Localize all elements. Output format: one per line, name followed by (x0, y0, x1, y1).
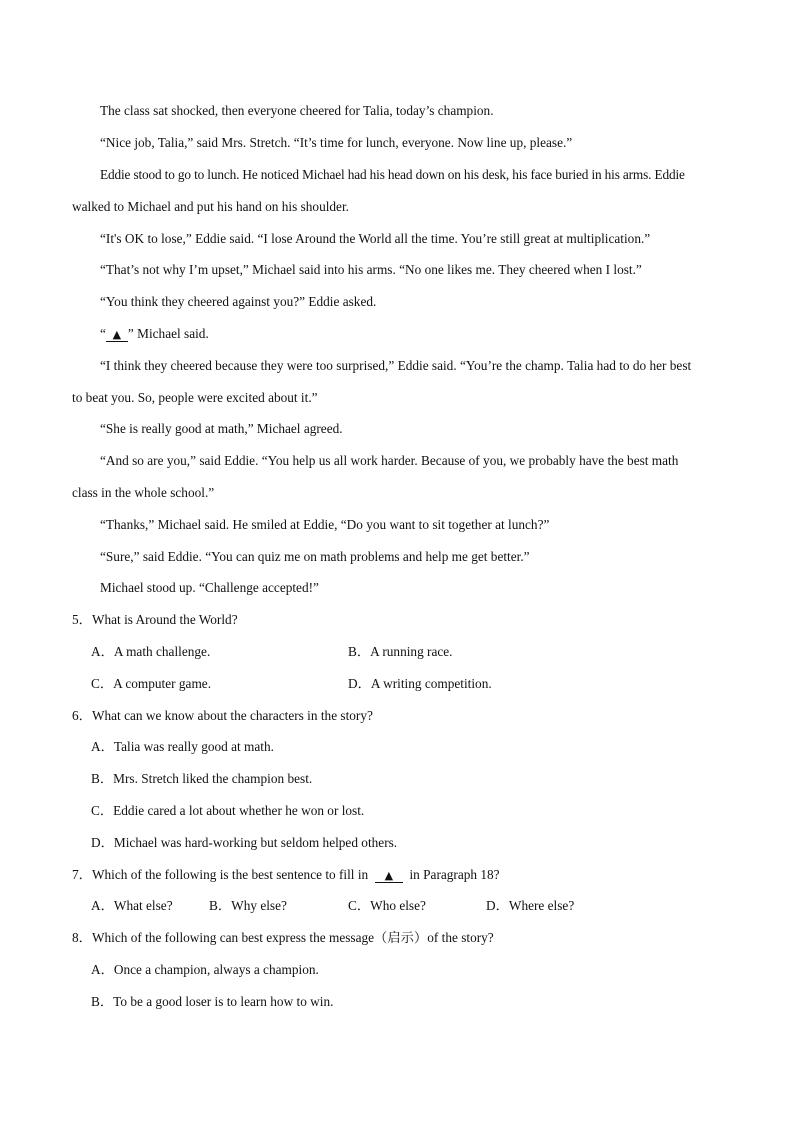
question-7-option-c: C．Who else? (348, 898, 426, 913)
question-7-option-a: A．What else? (91, 898, 173, 913)
story-paragraph: “Thanks,” Michael said. He smiled at Eddie, “Do you want to sit together at lunch?” (100, 517, 550, 532)
story-paragraph-continued: to beat you. So, people were excited about it.” (72, 390, 318, 405)
triangle-marker-icon: ▲ (384, 869, 394, 882)
question-7-option-d: D．Where else? (486, 898, 575, 913)
question-6-option-d: D．Michael was hard-working but seldom helped others. (91, 835, 398, 850)
story-paragraph: The class sat shocked, then everyone cheered for Talia, today’s champion. (100, 103, 494, 118)
question-5-stem: 5．What is Around the World? (72, 612, 238, 627)
story-paragraph: Michael stood up. “Challenge accepted!” (100, 580, 319, 595)
question-5-option-c: C．A computer game. (91, 676, 212, 691)
triangle-marker-icon: ▲ (112, 328, 122, 341)
story-paragraph-continued: class in the whole school.” (72, 485, 215, 500)
story-paragraph: Eddie stood to go to lunch. He noticed Michael had his head down on his desk, his face buried in his arms. Eddie (100, 167, 685, 182)
fill-in-blank (375, 869, 403, 883)
question-7-stem-end: in Paragraph 18? (409, 867, 500, 882)
question-6-option-a: A．Talia was really good at math. (91, 739, 274, 754)
question-7-stem-start: 7．Which of the following is the best sentence to fill in (72, 867, 369, 882)
question-6-stem: 6．What can we know about the characters in the story? (72, 708, 373, 723)
story-paragraph: “She is really good at math,” Michael agreed. (100, 421, 343, 436)
story-paragraph: “That’s not why I’m upset,” Michael said into his arms. “No one likes me. They cheered when I lost.” (100, 262, 642, 277)
question-7-option-b: B．Why else? (209, 898, 287, 913)
story-paragraph-with-blank (100, 326, 209, 342)
story-paragraph: “You think they cheered against you?” Eddie asked. (100, 294, 377, 309)
question-5-option-a: A．A math challenge. (91, 644, 211, 659)
question-5-option-b: B．A running race. (348, 644, 453, 659)
story-paragraph-continued: walked to Michael and put his hand on his shoulder. (72, 199, 349, 214)
story-paragraph: “Sure,” said Eddie. “You can quiz me on math problems and help me get better.” (100, 549, 530, 564)
question-8-option-b: B．To be a good loser is to learn how to win. (91, 994, 334, 1009)
question-8-option-a: A．Once a champion, always a champion. (91, 962, 319, 977)
story-paragraph: “And so are you,” said Eddie. “You help us all work harder. Because of you, we probably have the best math (100, 453, 679, 468)
paragraph-tail: ” Michael said. (127, 326, 209, 341)
open-quote: “ (100, 326, 106, 341)
story-paragraph: “Nice job, Talia,” said Mrs. Stretch. “It’s time for lunch, everyone. Now line up, please.” (100, 135, 573, 150)
question-6-option-b: B．Mrs. Stretch liked the champion best. (91, 771, 313, 786)
fill-in-blank (106, 328, 128, 342)
question-7-stem (72, 867, 500, 883)
question-8-stem: 8．Which of the following can best express the message（启示）of the story? (72, 930, 494, 945)
story-paragraph: “I think they cheered because they were too surprised,” Eddie said. “You’re the champ. Talia had to do her best (100, 358, 692, 373)
story-paragraph: “It's OK to lose,” Eddie said. “I lose Around the World all the time. You’re still great at multiplication.” (100, 231, 651, 246)
question-5-option-d: D．A writing competition. (348, 676, 492, 691)
question-6-option-c: C．Eddie cared a lot about whether he won or lost. (91, 803, 365, 818)
